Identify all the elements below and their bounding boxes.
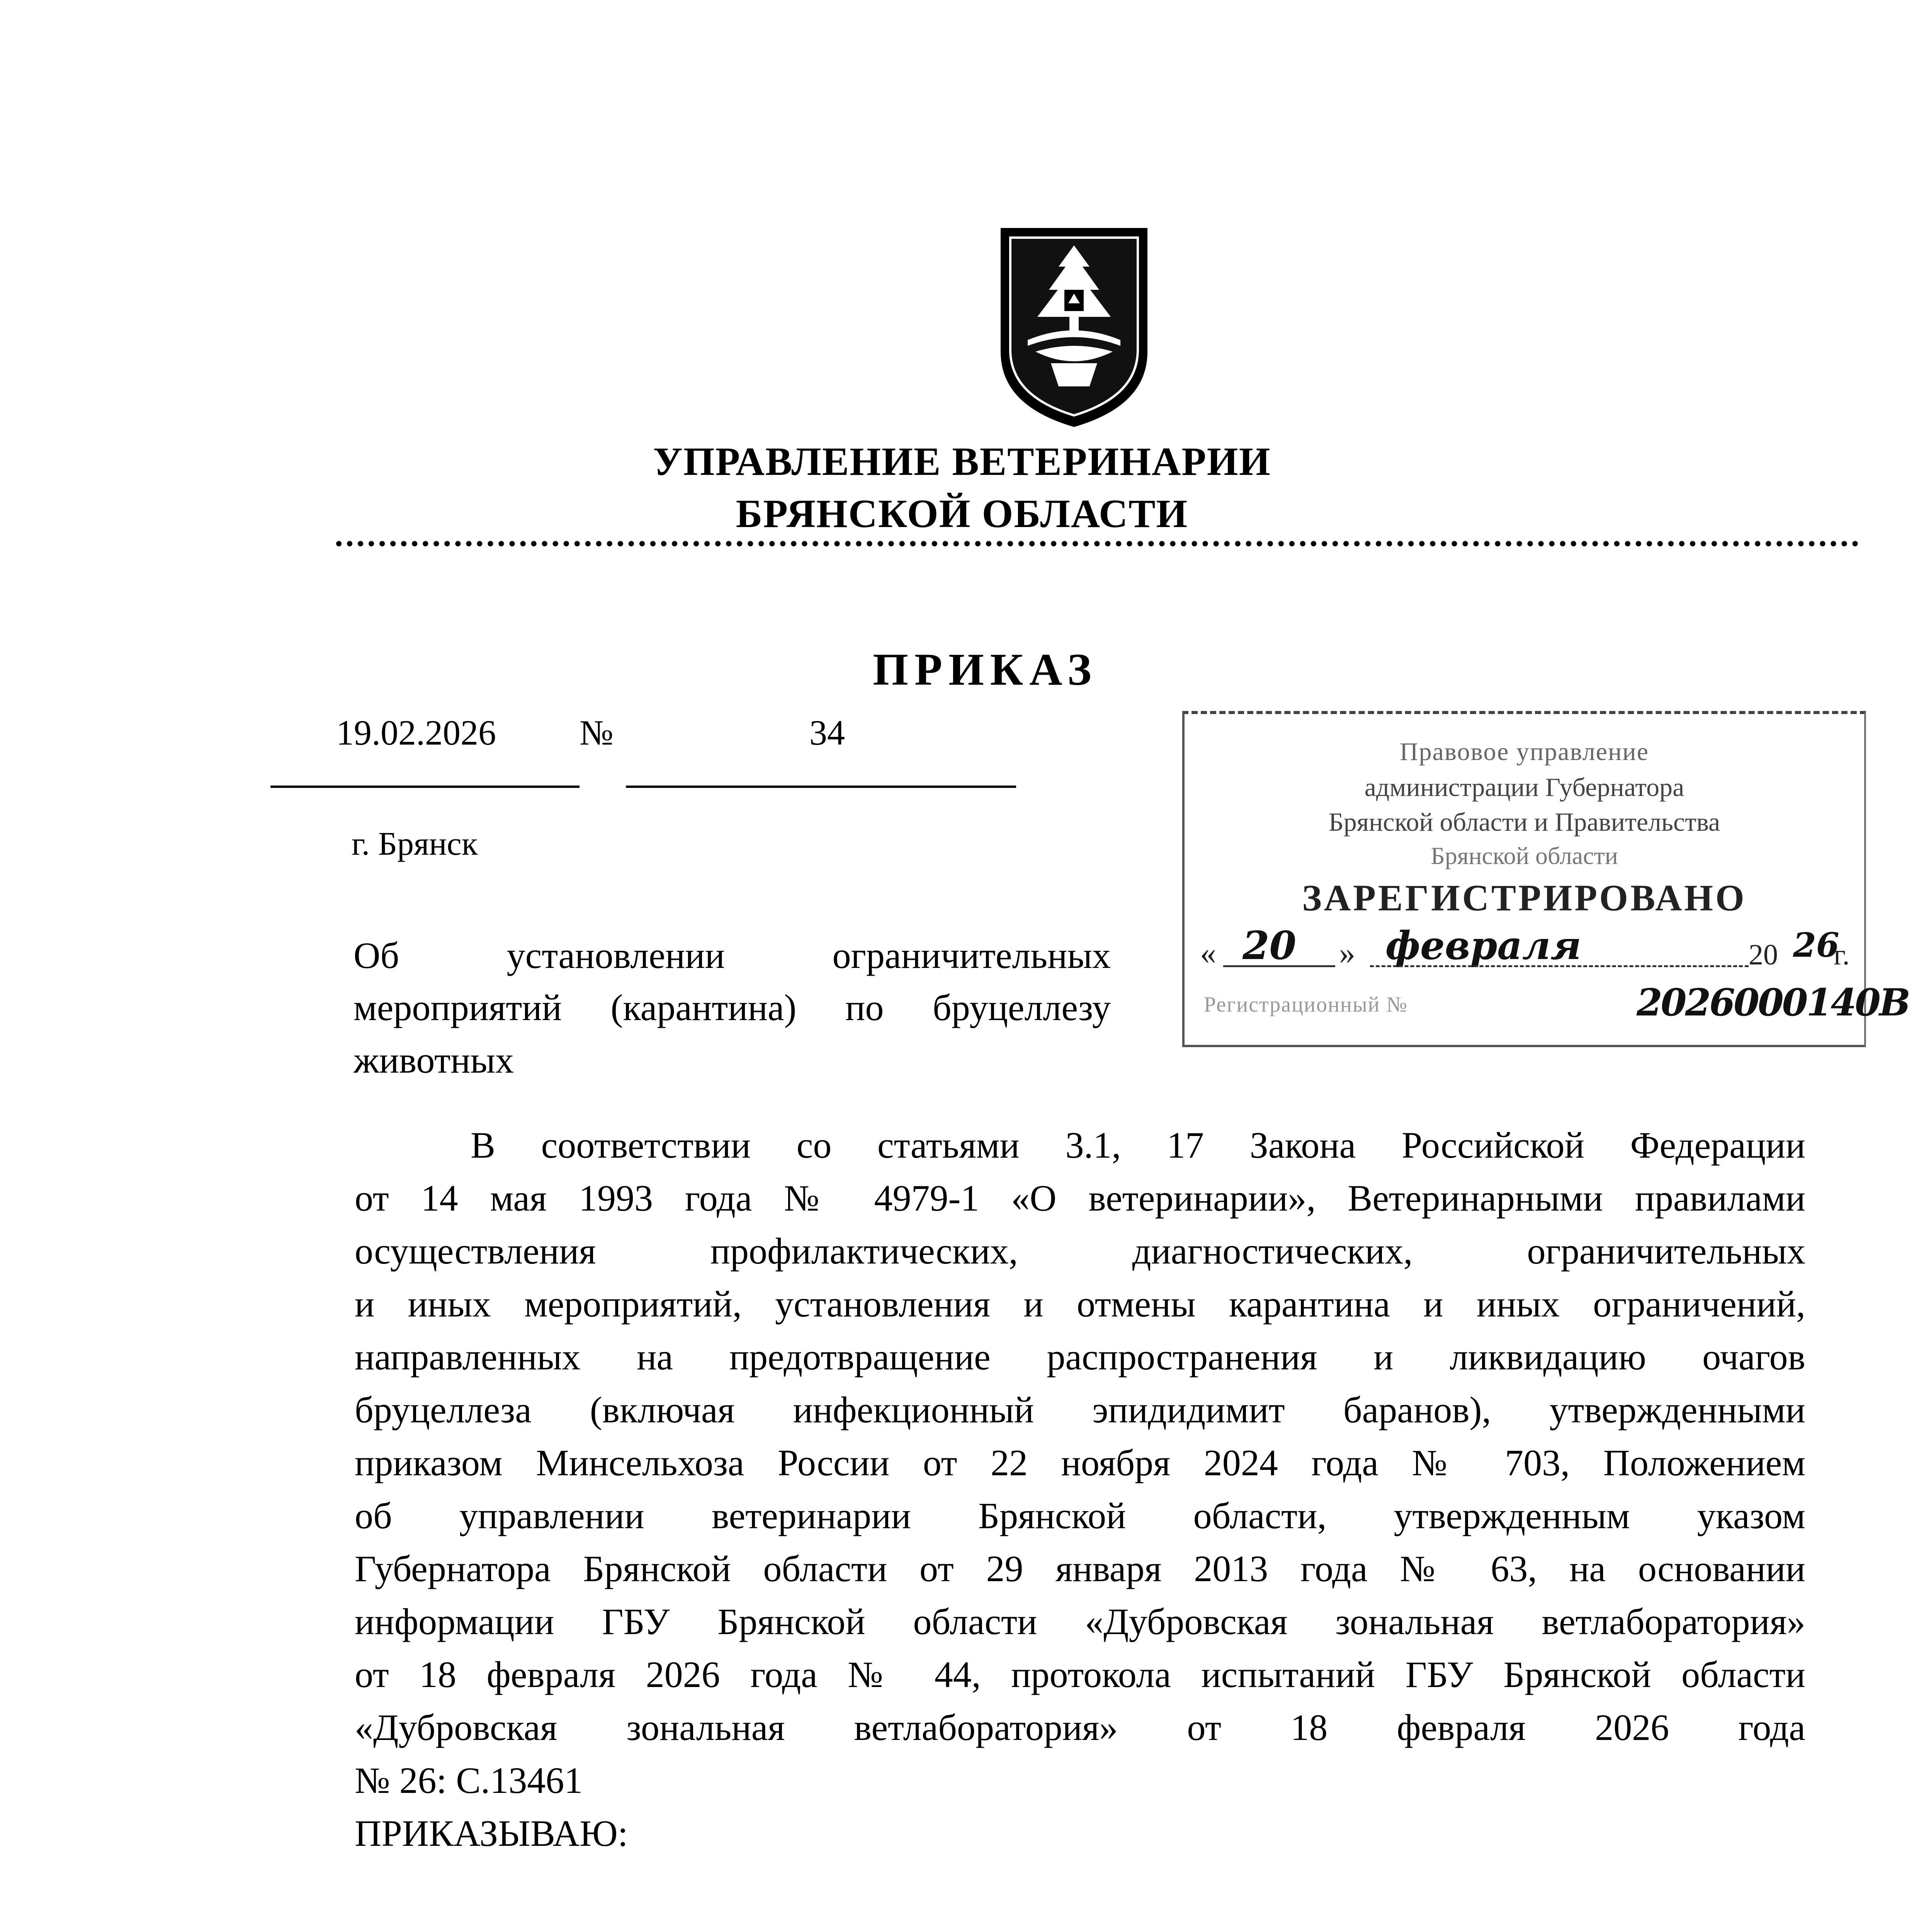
stamp-registration-label: Регистрационный № [1204,993,1408,1017]
header-dotted-divider [336,541,1858,546]
document-city: г. Брянск [352,825,478,862]
preamble-line: № 26: С.13461 [355,1760,583,1801]
preamble-line: Губернатора Брянской области от 29 января 2013 года № 63, на основании [355,1548,1805,1589]
date-underline [270,748,580,788]
subject-line: мероприятий (карантина) по бруцеллезу [354,987,1111,1029]
preamble-line: приказом Минсельхоза России от 22 ноября 2024 года № 703, Положением [355,1442,1805,1483]
subject-line: животных [354,1039,514,1081]
stamp-handwritten-month: февраля [1385,923,1581,968]
preamble-line: информации ГБУ Брянской области «Дубровская зональная ветлаборатория» [355,1601,1805,1642]
document-number: 34 [809,713,845,752]
organization-name-line1: УПРАВЛЕНИЕ ВЕТЕРИНАРИИ [653,439,1271,484]
item1-line [355,1929,1805,1932]
registration-stamp [1182,711,1909,1047]
document-subject [354,929,1111,1086]
stamp-line: Брянской области [1431,842,1618,869]
stamp-handwritten-year: 26 [1793,926,1839,965]
stamp-line: Брянской области и Правительства [1328,807,1720,837]
document-title: ПРИКАЗ [873,644,1098,695]
stamp-month-underline [1370,965,1749,967]
preamble-line: В соответствии со статьями 3.1, 17 Закона Российской Федерации [471,1124,1805,1166]
stamp-year-suffix: г. [1834,939,1850,971]
organization-name-line2: БРЯНСКОЙ ОБЛАСТИ [736,492,1188,536]
stamp-registered-label: ЗАРЕГИСТРИРОВАНО [1302,877,1747,918]
preamble-line: от 18 февраля 2026 года № 44, протокола испытаний ГБУ Брянской области [355,1654,1805,1695]
stamp-line: администрации Губернатора [1364,772,1684,802]
order-word: ПРИКАЗЫВАЮ: [355,1813,628,1854]
preamble-line: осуществления профилактических, диагностических, ограничительных [355,1230,1805,1272]
stamp-day-underline [1223,965,1335,967]
paragraph-gap [355,1860,1805,1929]
subject-line: Об установлении ограничительных [354,935,1111,976]
number-underline [626,748,1016,788]
preamble-line: направленных на предотвращение распространения и ликвидацию очагов [355,1336,1805,1378]
preamble-line: «Дубровская зональная ветлаборатория» от 18 февраля 2026 года [355,1707,1805,1748]
stamp-quote-open: « [1200,935,1216,971]
coat-of-arms-emblem [993,224,1155,433]
stamp-handwritten-reg-number: 2026000140B [1637,981,1909,1024]
number-sign: № [580,713,614,752]
preamble-line: бруцеллеза (включая инфекционный эпидидимит баранов), утвержденными [355,1389,1805,1430]
document-date: 19.02.2026 [336,713,496,752]
preamble-line: и иных мероприятий, установления и отмены карантина и иных ограничений, [355,1283,1805,1325]
stamp-handwritten-day: 20 [1242,923,1297,968]
preamble-line: от 14 мая 1993 года № 4979-1 «О ветеринарии», Ветеринарными правилами [355,1177,1805,1219]
document-body [355,1119,1805,1932]
stamp-year-prefix: 20 [1749,939,1778,971]
stamp-quote-close: » [1339,935,1355,971]
preamble-line: об управлении ветеринарии Брянской области, утвержденным указом [355,1495,1805,1536]
stamp-line: Правовое управление [1399,738,1649,766]
